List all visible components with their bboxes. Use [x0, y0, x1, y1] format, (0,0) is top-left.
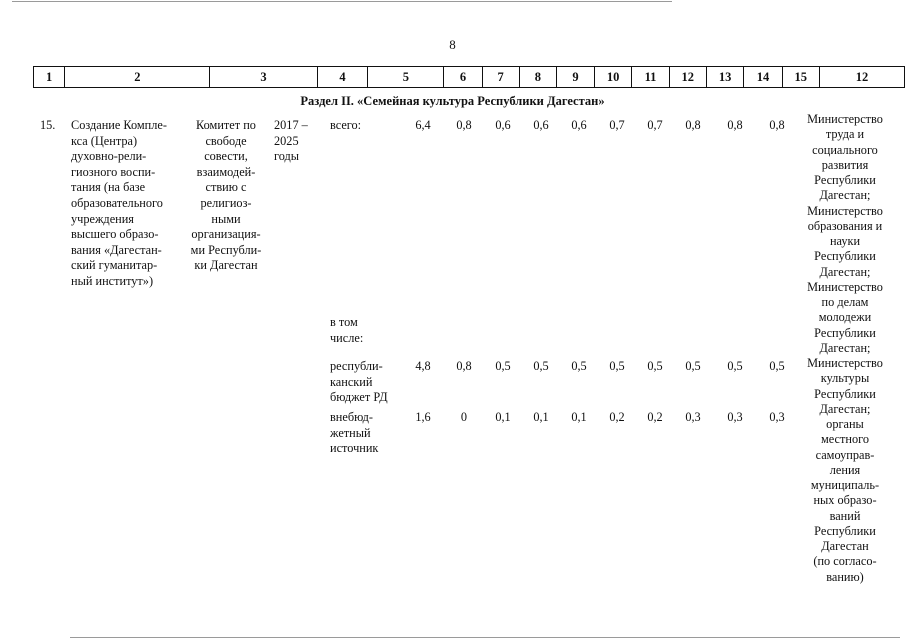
header-cell: 5 [368, 67, 444, 88]
responsible-line: Республики [814, 325, 876, 340]
executor-line: взаимодей- [196, 164, 256, 179]
measure-name-line: кса (Центра) [71, 133, 138, 148]
responsible-line: самоуправ- [815, 447, 875, 462]
responsible-line: культуры [820, 371, 870, 386]
period [274, 118, 320, 165]
header-cell: 1 [34, 67, 65, 88]
header-cell: 14 [744, 67, 782, 88]
total-value: 0,7 [647, 118, 663, 132]
responsible-line: Республики [814, 386, 876, 401]
responsible-line: науки [829, 234, 861, 248]
responsible-line: Министерство [807, 203, 883, 218]
header-cell: 15 [782, 67, 819, 88]
budget-label-line: республи- [330, 359, 383, 373]
extra-value: 0,1 [571, 410, 587, 424]
executor-line: религиоз- [200, 195, 252, 210]
measure-name-line: вания «Дагестан- [71, 242, 162, 257]
column-number-header [33, 66, 905, 88]
header-cell: 9 [556, 67, 594, 88]
total-value: 0,8 [456, 118, 472, 132]
executor-line: Комитет по [196, 118, 256, 132]
including-line: в том [330, 315, 358, 329]
responsible-line: Министерство [807, 356, 883, 370]
responsible-line: Дагестан [821, 539, 869, 553]
extra-value: 0,2 [609, 410, 625, 424]
responsible-line: Республики [814, 173, 876, 187]
extra-value: 0,2 [647, 410, 663, 424]
extra-label-line: внебюд- [330, 410, 374, 424]
extra-value: 0,1 [495, 410, 511, 424]
scan-edge-bottom [70, 637, 900, 638]
total-value: 0,7 [609, 118, 625, 132]
responsible-line: Министерство [807, 112, 883, 126]
responsible-line: местного [821, 432, 869, 447]
budget-value: 0,5 [727, 359, 743, 373]
responsible-line: Дагестан; [819, 264, 871, 279]
period-line: 2017 – [274, 118, 308, 132]
budget-value: 0,5 [647, 359, 663, 373]
responsible-line: ваний [829, 508, 861, 523]
responsible-line: (по согласо- [813, 554, 877, 569]
total-value: 0,6 [571, 118, 587, 132]
header-cell: 4 [317, 67, 368, 88]
responsible-line: ления [829, 462, 861, 477]
budget-value: 0,5 [533, 359, 549, 373]
responsible-line: молодежи [818, 310, 872, 325]
header-cell: 7 [482, 67, 519, 88]
executor-line: организация- [191, 227, 261, 242]
budget-value: 0,5 [609, 359, 625, 373]
executor-line: свободе [205, 133, 247, 148]
budget-label [330, 359, 388, 406]
budget-value: 0,5 [495, 359, 511, 373]
extra-value: 0,1 [533, 410, 549, 424]
total-value: 6,4 [415, 118, 431, 132]
responsible [800, 112, 890, 585]
header-cell: 13 [706, 67, 743, 88]
executor-line: ными [211, 211, 241, 226]
including-line: числе: [330, 330, 364, 345]
executor [188, 118, 264, 274]
responsible-line: ванию) [826, 569, 864, 584]
extra-value: 0,3 [727, 410, 743, 424]
header-cell: 2 [65, 67, 210, 88]
measure-name-line: ский гуманитар- [71, 258, 158, 273]
extra-budget-label [330, 410, 378, 457]
header-cell: 3 [210, 67, 317, 88]
responsible-line: по делам [821, 295, 869, 309]
measure-name-line: духовно-рели- [71, 149, 147, 164]
responsible-line: ных образо- [813, 493, 877, 508]
section-title: Раздел II. «Семейная культура Республики Дагестан» [300, 94, 605, 108]
measure-name [71, 118, 186, 290]
measure-name-line: образовательного [71, 195, 163, 210]
row-number: 15. [40, 118, 56, 132]
budget-label-line: бюджет РД [330, 390, 388, 405]
budget-value: 0,5 [769, 359, 785, 373]
extra-value: 0,3 [685, 410, 701, 424]
scan-edge-top [12, 1, 672, 2]
total-value: 0,6 [495, 118, 511, 132]
extra-label-line: жетный [330, 425, 371, 440]
responsible-line: Республики [814, 249, 876, 264]
measure-name-line: тания (на базе [71, 180, 146, 195]
including-label [330, 315, 363, 346]
responsible-line: развития [821, 157, 869, 172]
period-line: годы [274, 149, 300, 164]
responsible-line: Министерство [807, 279, 883, 294]
header-cell: 10 [595, 67, 632, 88]
executor-line: ки Дагестан [194, 258, 258, 273]
responsible-line: Республики [814, 523, 876, 538]
executor-line: совести, [204, 149, 248, 164]
budget-value: 0,5 [571, 359, 587, 373]
executor-line: ми Республи- [190, 242, 262, 257]
executor-line: ствию с [205, 180, 247, 195]
total-value: 0,8 [727, 118, 743, 132]
measure-name-line: высшего образо- [71, 227, 159, 242]
budget-value: 0,8 [456, 359, 472, 373]
responsible-line: Дагестан; [819, 188, 871, 203]
header-cell: 6 [444, 67, 482, 88]
total-value: 0,8 [769, 118, 785, 132]
measure-name-line: Создание Компле- [71, 118, 167, 132]
measure-name-line: гиозного воспи- [71, 164, 156, 179]
header-cell: 11 [632, 67, 669, 88]
measure-name-line: ный институт») [71, 273, 154, 288]
extra-value: 0 [460, 410, 468, 424]
extra-value: 0,3 [769, 410, 785, 424]
header-cell: 8 [519, 67, 556, 88]
responsible-line: образования и [807, 218, 883, 233]
header-cell: 12 [669, 67, 706, 88]
period-line: 2025 [274, 133, 299, 148]
responsible-line: Дагестан; [819, 340, 871, 355]
total-value: 0,8 [685, 118, 701, 132]
extra-value: 1,6 [415, 410, 431, 424]
budget-label-line: канский [330, 374, 373, 389]
responsible-line: социального [812, 142, 878, 157]
responsible-line: органы [826, 417, 864, 431]
responsible-line: Дагестан; [819, 401, 871, 416]
total-value: 0,6 [533, 118, 549, 132]
responsible-line: муниципаль- [810, 478, 880, 492]
page-number: 8 [449, 37, 456, 52]
budget-value: 4,8 [415, 359, 431, 373]
extra-label-line: источник [330, 441, 379, 456]
total-label: всего: [330, 118, 362, 132]
budget-value: 0,5 [685, 359, 701, 373]
measure-name-line: учреждения [71, 211, 134, 226]
header-cell: 12 [819, 67, 904, 88]
responsible-line: труда и [825, 127, 865, 142]
